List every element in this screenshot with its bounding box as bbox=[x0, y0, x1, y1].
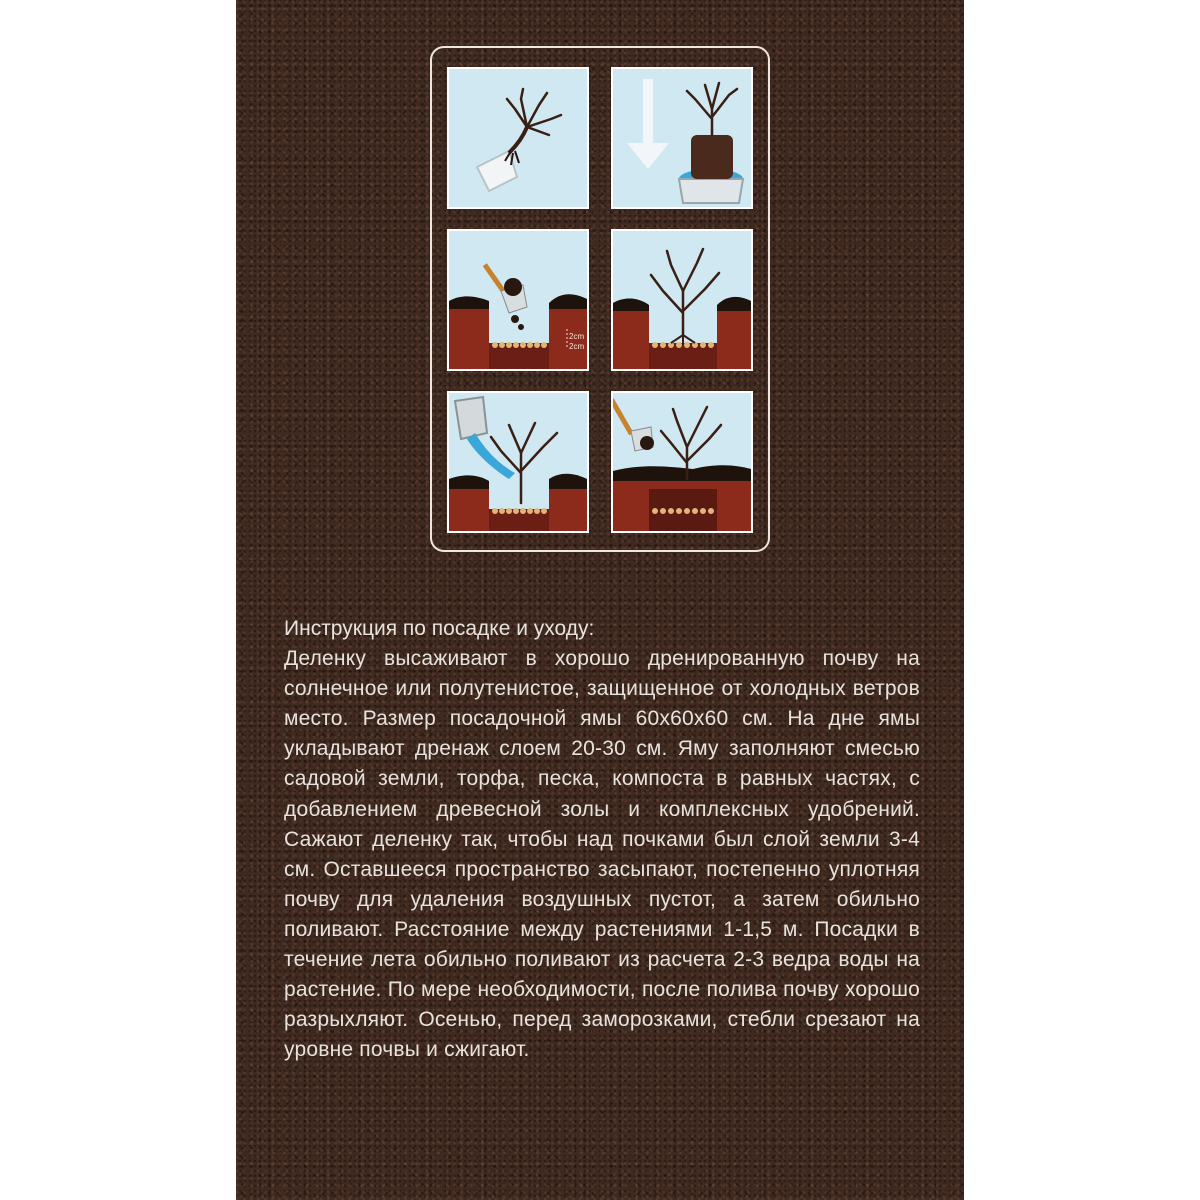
fill-soil-illustration bbox=[613, 393, 751, 531]
soak-roots-illustration bbox=[613, 69, 751, 207]
planting-instructions bbox=[284, 614, 920, 1065]
step-2-soak-panel bbox=[611, 67, 753, 209]
drainage-dimension-label-2: 2cm bbox=[569, 342, 585, 351]
instructions-body: Деленку высаживают в хорошо дренированную почву на солнечное или полутенистое, защищенное от холодных ветров место. Размер посадочной ямы 60х60х60 см. На дне ямы укладывают дренаж слоем 20-30 см. Яму заполняют смесью садовой земли, торфа, песка, компоста в равных частях, с добавлением древесной золы и комплексных удобрений. Сажают деленку так, чтобы над почками был слой земли 3-4 см. Оставшееся пространство засыпают, постепенно уплотняя почву для удаления воздушных пустот, а затем обильно поливают. Расстояние между растениями 1-1,5 м. Посадки в течение лета обильно поливают из расчета 2-3 ведра воды на растение. По мере необходимости, после полива почву хорошо разрыхляют. Осенью, перед заморозками, стебли срезают на уровне почвы и сжигают. bbox=[284, 647, 920, 1062]
step-4-place-panel bbox=[611, 229, 753, 371]
step-6-fill-panel bbox=[611, 391, 753, 533]
drainage-dimension-label-1: 2cm bbox=[569, 332, 585, 341]
step-1-unpack-panel bbox=[447, 67, 589, 209]
planting-steps-frame bbox=[430, 46, 770, 552]
step-3-dig-panel bbox=[447, 229, 589, 371]
place-plant-illustration bbox=[613, 231, 751, 369]
dig-pit-illustration bbox=[449, 231, 587, 369]
unpack-plant-illustration bbox=[449, 69, 587, 207]
step-5-water-panel bbox=[447, 391, 589, 533]
instructions-heading: Инструкция по посадке и уходу: bbox=[284, 617, 595, 640]
package-back bbox=[236, 0, 964, 1200]
water-plant-illustration bbox=[449, 393, 587, 531]
